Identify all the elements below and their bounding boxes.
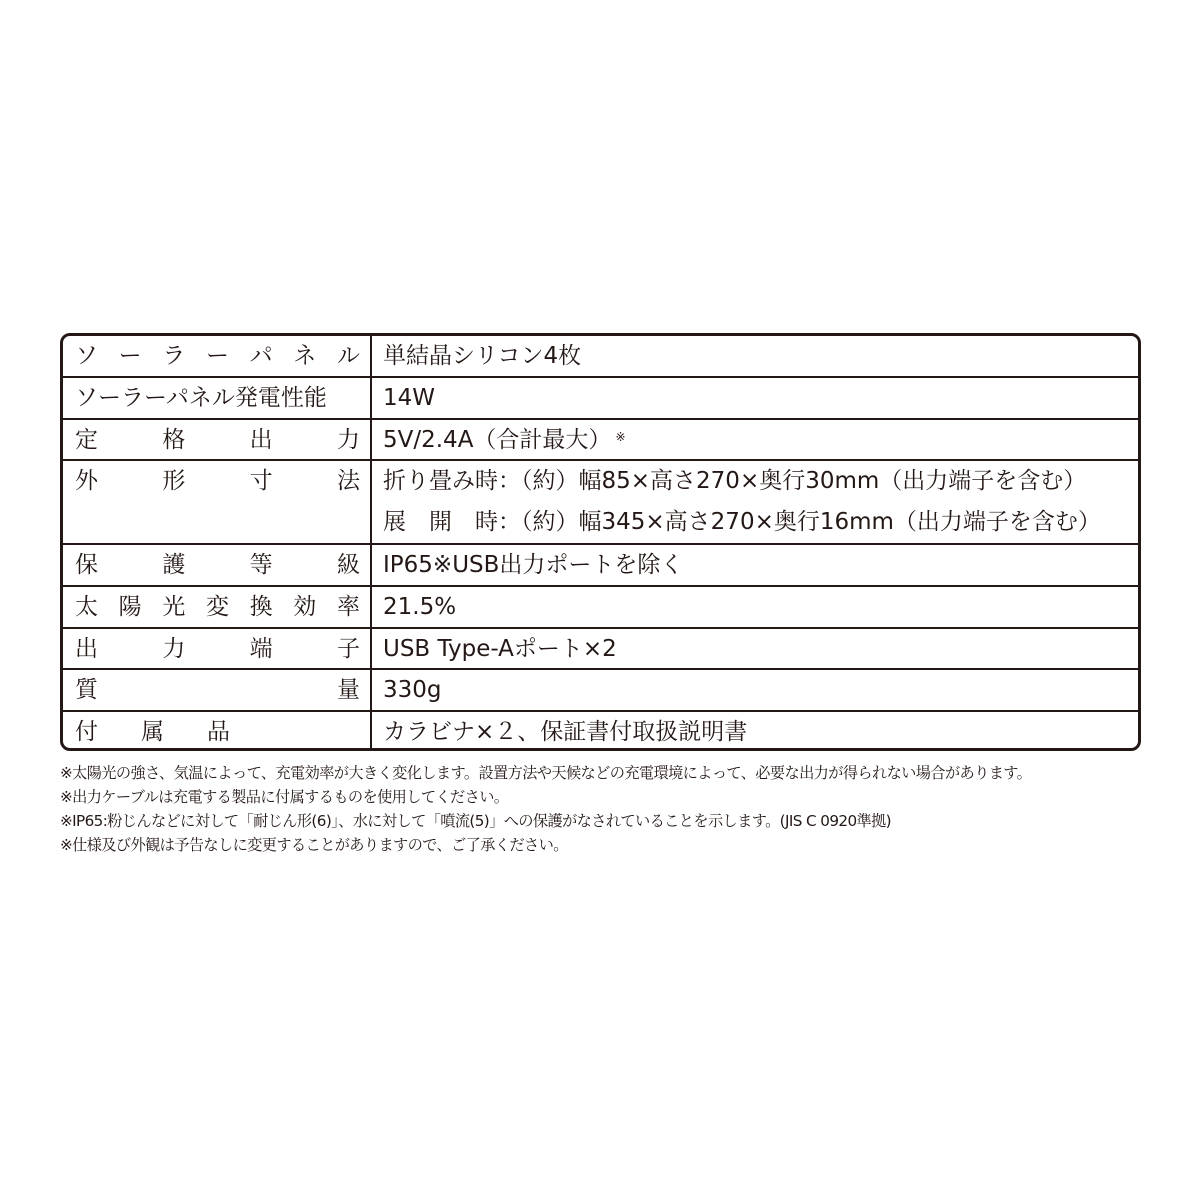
spec-row-power-generation xyxy=(63,378,1138,420)
spec-label-char: ル xyxy=(336,343,360,369)
spec-value xyxy=(372,378,1138,418)
spec-label-char: 寸 xyxy=(249,468,273,495)
spec-value-line: USB Type-Aポート×2 xyxy=(383,635,617,662)
spec-label-char: ネ xyxy=(293,343,317,369)
spec-value xyxy=(372,336,1138,376)
spec-label-char: 外 xyxy=(75,468,98,495)
spec-label-char: 付 xyxy=(75,719,98,746)
spec-row-rated-output xyxy=(63,420,1138,462)
spec-label-char: 太 xyxy=(75,593,98,620)
spec-value xyxy=(372,461,1138,543)
spec-label-char: 質 xyxy=(75,677,98,704)
spec-label-char: ー xyxy=(118,343,142,369)
spec-row-conversion-efficiency xyxy=(63,587,1138,629)
spec-value xyxy=(372,670,1138,710)
spec-label-char: 定 xyxy=(75,426,98,453)
spec-label-char: 法 xyxy=(336,468,360,495)
spec-value xyxy=(372,587,1138,627)
spec-label-char: 出 xyxy=(249,426,273,453)
spec-value-line: 14W xyxy=(383,384,436,411)
spec-label xyxy=(63,420,372,460)
spec-row-solar-panel xyxy=(63,336,1138,378)
spec-label-char: 子 xyxy=(336,635,360,662)
spec-row-weight xyxy=(63,670,1138,712)
spec-label-char: 変 xyxy=(205,593,229,620)
spec-label xyxy=(63,587,372,627)
footnote: ※出力ケーブルは充電する製品に付属するものを使用してください。 xyxy=(60,788,509,806)
spec-label-char: 級 xyxy=(336,551,360,578)
spec-row-dimensions xyxy=(63,461,1138,545)
spec-label-char: 力 xyxy=(336,426,360,453)
spec-label xyxy=(63,545,372,585)
spec-label xyxy=(63,629,372,669)
footnote: ※IP65:粉じんなどに対して「耐じん形(6)」、水に対して「噴流(5)」への保護がなされていることを示します。(JIS C 0920準拠) xyxy=(60,812,892,830)
spec-row-accessories xyxy=(63,712,1138,751)
spec-label-char: 力 xyxy=(162,635,186,662)
spec-value-line-folded: 折り畳み時：（約）幅85×高さ270×奥行30mm（出力端子を含む） xyxy=(383,468,1087,495)
spec-label: ソーラーパネル発電性能 xyxy=(63,378,372,418)
spec-label-char: 形 xyxy=(162,468,186,495)
spec-label-char: 出 xyxy=(75,635,98,662)
spec-value xyxy=(372,629,1138,669)
spec-label-char: パ xyxy=(249,343,273,369)
spec-value-line: 330g xyxy=(383,677,442,704)
spec-value xyxy=(372,712,1138,751)
spec-label xyxy=(63,670,372,710)
spec-value-line: 21.5% xyxy=(383,593,457,620)
spec-label-char: 量 xyxy=(337,677,360,704)
spec-label-char: ソ xyxy=(75,343,98,369)
spec-label-char: 効 xyxy=(293,593,317,620)
spec-label-char: 率 xyxy=(336,593,360,620)
spec-value xyxy=(372,420,1138,460)
footnote: ※太陽光の強さ、気温によって、充電効率が大きく変化します。設置方法や天候などの充電環境によって、必要な出力が得られない場合があります。 xyxy=(60,764,1032,782)
spec-label-char: 端 xyxy=(249,635,273,662)
spec-label-char: 等 xyxy=(249,551,273,578)
spec-value-line-unfolded: 展 開 時：（約）幅345×高さ270×奥行16mm（出力端子を含む） xyxy=(383,509,1101,536)
footnote: ※仕様及び外観は予告なしに変更することがありますので、ご了承ください。 xyxy=(60,836,568,854)
footnote-mark: ※ xyxy=(615,429,626,444)
spec-label-char: ー xyxy=(205,343,229,369)
spec-label-char: 陽 xyxy=(118,593,142,620)
spec-label-char: ラ xyxy=(162,343,186,369)
spec-value-text: 5V/2.4A（合計最大） xyxy=(383,426,612,453)
spec-label-char: 保 xyxy=(75,551,98,578)
spec-label xyxy=(63,336,372,376)
spec-label-char: 品 xyxy=(207,719,230,746)
spec-value-line: カラビナ×２、保証書付取扱説明書 xyxy=(383,719,748,746)
spec-table xyxy=(60,333,1141,751)
spec-label-char: 格 xyxy=(162,426,186,453)
spec-row-protection-class xyxy=(63,545,1138,587)
spec-row-output-port xyxy=(63,629,1138,671)
spec-label xyxy=(63,712,372,751)
footnotes xyxy=(60,761,1150,857)
spec-value-line: IP65※USB出力ポートを除く xyxy=(383,551,684,578)
spec-label xyxy=(63,461,372,543)
spec-label-char: 属 xyxy=(141,719,164,746)
spec-value xyxy=(372,545,1138,585)
spec-value-line: 単結晶シリコン4枚 xyxy=(383,343,582,369)
spec-label-char: 光 xyxy=(162,593,186,620)
spec-label-char: 換 xyxy=(249,593,273,620)
spec-label-char: 護 xyxy=(162,551,186,578)
